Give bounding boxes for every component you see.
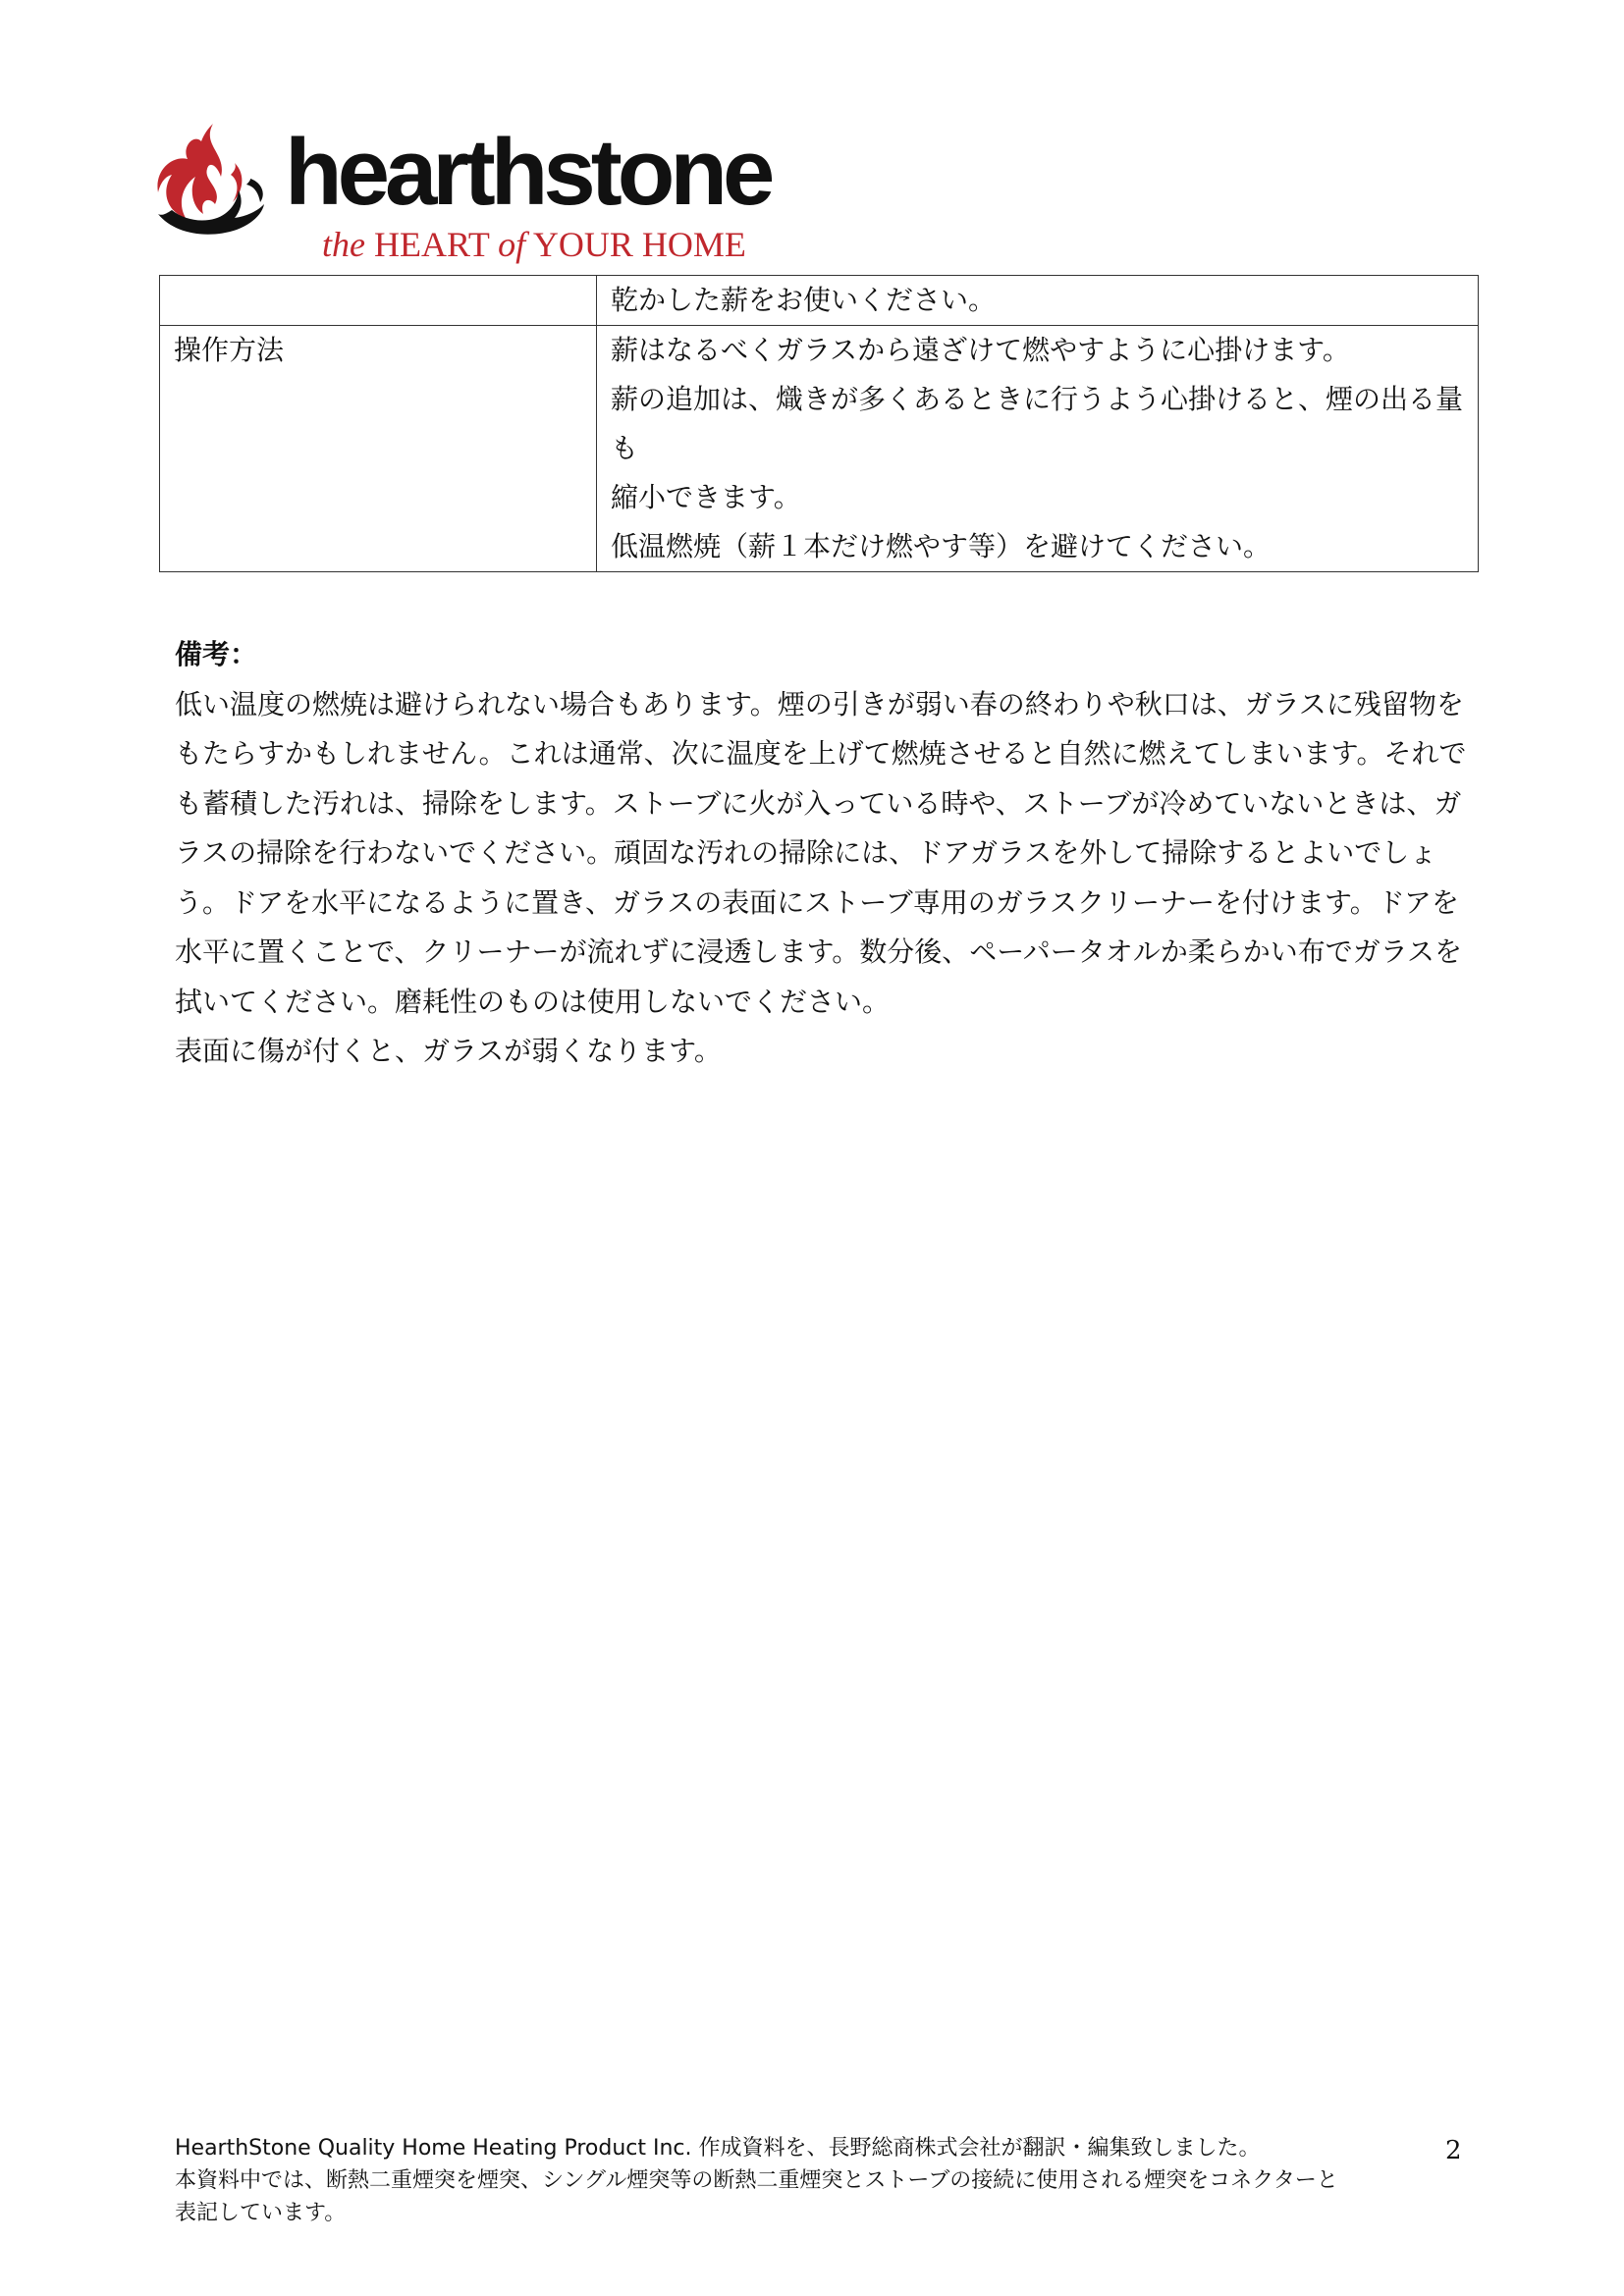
footer-line: HearthStone Quality Home Heating Product Inc. 作成資料を、長野総商株式会社が翻訳・編集致しました。 [175, 2136, 1261, 2161]
notes-paragraph: 低い温度の燃焼は避けられない場合もあります。煙の引きが弱い春の終わりや秋口は、ガラスに残留物をもたらすかもしれません。これは通常、次に温度を上げて燃焼させると自然に燃えてしまいます。それでも蓄積した汚れは、掃除をします。ストーブに火が入っている時や、ストーブが冷めていないときは、ガラスの掃除を行わないでください。頑固な汚れの掃除には、ドアガラスを外して掃除するとよいでしょう。ドアを水平になるように置き、ガラスの表面にストーブ専用のガラスクリーナーを付けます。ドアを水平に置くことで、クリーナーが流れずに浸透します。数分後、ペーパータオルか柔らかい布でガラスを拭いてください。磨耗性のものは使用しないでください。 [175, 687, 1467, 1018]
table-line: 低温燃焼（薪１本だけ燃やす等）を避けてください。 [611, 530, 1272, 562]
hearthstone-logo [98, 98, 771, 275]
table-label-cell: 操作方法 [160, 326, 597, 572]
logo-tagline [322, 224, 746, 265]
table-label-cell [160, 276, 597, 326]
footer-note [175, 2132, 1451, 2229]
footer-line: 表記しています。 [175, 2201, 347, 2225]
table-row [160, 276, 1479, 326]
table-line: 薪の追加は、熾きが多くあるときに行うよう心掛けると、煙の出る量も [611, 383, 1464, 464]
tagline-heart: HEART [373, 225, 490, 264]
table-line: 薪はなるべくガラスから遠ざけて燃やすように心掛けます。 [611, 334, 1350, 366]
tagline-the: the [322, 225, 365, 264]
operation-table [159, 275, 1479, 572]
notes-section [175, 630, 1481, 1077]
tagline-of: of [498, 225, 526, 264]
page-number: 2 [1445, 2136, 1462, 2165]
table-line: 乾かした薪をお使いください。 [611, 284, 997, 316]
flame-logo-icon [152, 120, 270, 247]
table-line: 縮小できます。 [611, 481, 801, 513]
table-content-cell [597, 276, 1479, 326]
table-row [160, 326, 1479, 572]
logo-wordmark: hearthstone [285, 120, 771, 225]
table-content-cell [597, 326, 1479, 572]
tagline-home: YOUR HOME [532, 225, 746, 264]
footer-line: 本資料中では、断熱二重煙突を煙突、シングル煙突等の断熱二重煙突とストーブの接続に使用される煙突をコネクターと [175, 2168, 1338, 2193]
notes-title: 備考： [175, 638, 258, 670]
notes-paragraph: 表面に傷が付くと、ガラスが弱くなります。 [175, 1035, 722, 1067]
